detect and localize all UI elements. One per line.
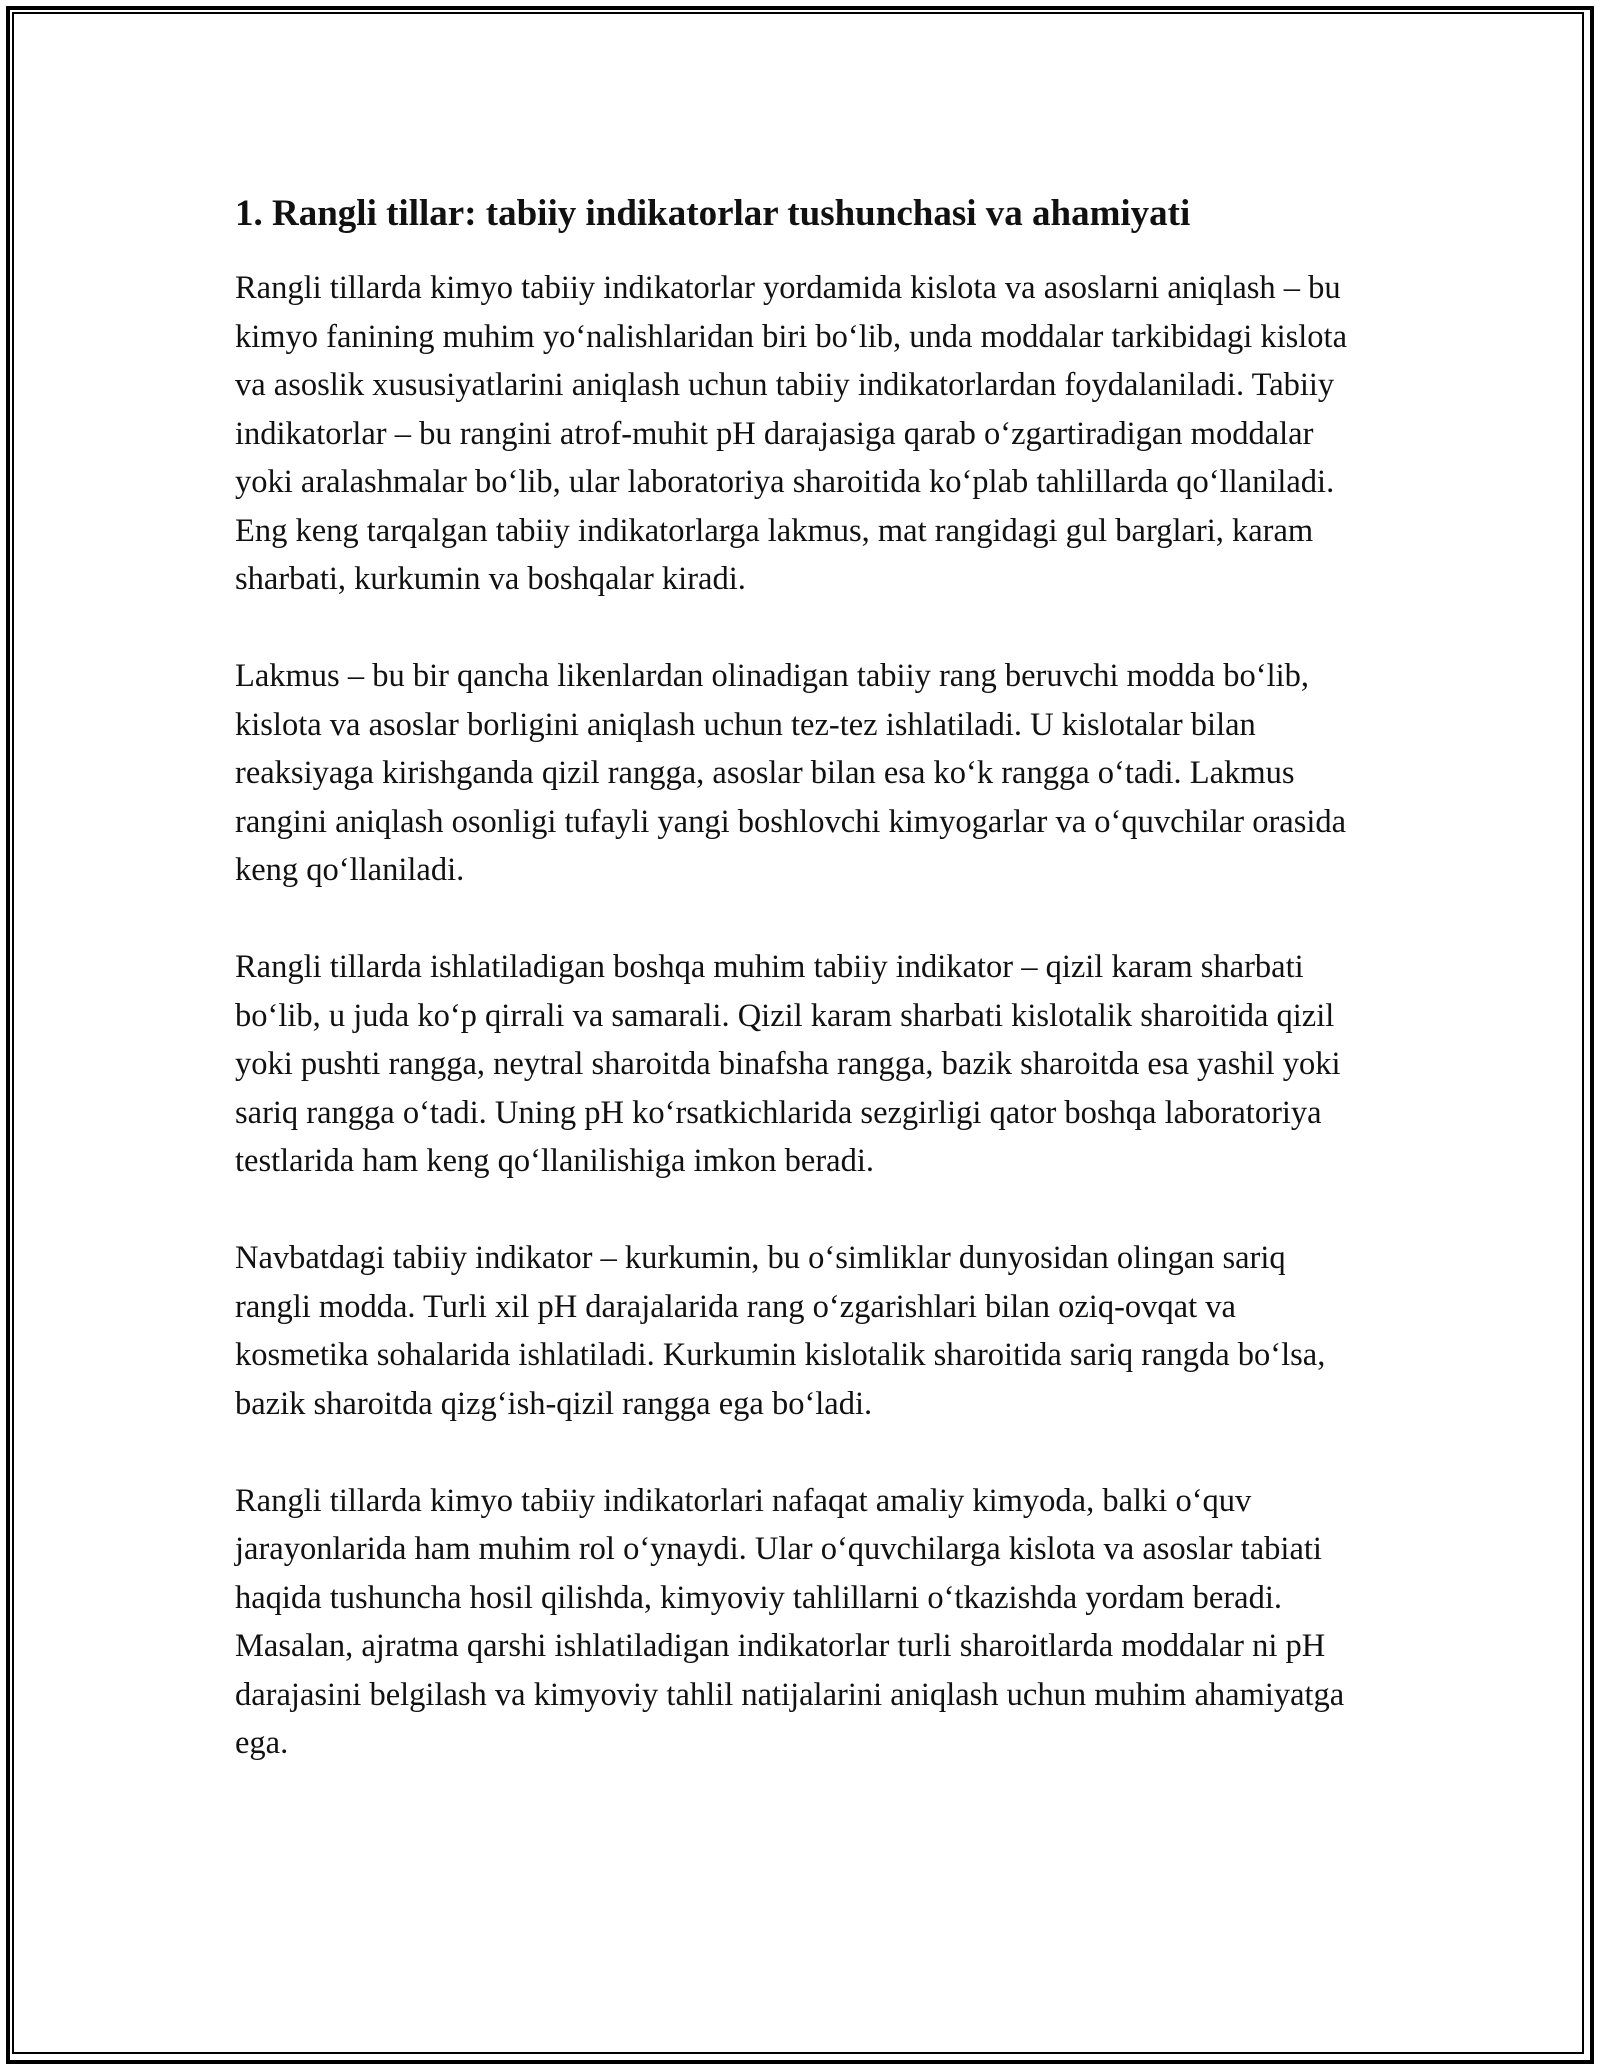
paragraph-lakmus: Lakmus – bu bir qancha likenlardan olinadigan tabiiy rang beruvchi modda bo‘lib, kislota va asoslar borligini aniqlash uchun tez-tez ishlatiladi. U kislotalar bilan reaksiyaga kirishganda qizil rangga, asoslar bilan esa ko‘k rangga o‘tadi. Lakmus rangini aniqlash osonligi tufayli yangi boshlovchi kimyogarlar va o‘quvchilar orasida keng qo‘llaniladi. [235,658,1347,888]
paragraph-kurkumin: Navbatdagi tabiiy indikator – kurkumin, bu o‘simliklar dunyosidan olingan sariq rangli modda. Turli xil pH darajalarida rang o‘zgarishlari bilan oziq-ovqat va kosmetika sohalarida ishlatiladi. Kurkumin kislotalik sharoitida sariq rangda bo‘lsa, bazik sharoitda qizg‘ish-qizil rangga ega bo‘ladi. [235,1240,1326,1422]
paragraph-red-cabbage: Rangli tillarda ishlatiladigan boshqa muhim tabiiy indikator – qizil karam sharbati bo‘lib, u juda ko‘p qirrali va samarali. Qizil karam sharbati kislotalik sharoitida qizil yoki pushti rangga, neytral sharoitda binafsha rangga, bazik sharoitda esa yashil yoki sariq rangga o‘tadi. Uning pH ko‘rsatkichlarida sezgirligi qator boshqa laboratoriya testlarida ham keng qo‘llanilishiga imkon beradi. [235,949,1341,1179]
section-title: 1. Rangli tillar: tabiiy indikatorlar tushunchasi va ahamiyati [235,193,1191,234]
paragraph-education: Rangli tillarda kimyo tabiiy indikatorlari nafaqat amaliy kimyoda, balki o‘quv jarayonlarida ham muhim rol o‘ynaydi. Ular o‘quvchilarga kislota va asoslar tabiati haqida tushuncha hosil qilishda, kimyoviy tahlillarni o‘tkazishda yordam beradi. Masalan, ajratma qarshi ishlatiladigan indikatorlar turli sharoitlarda moddalar ni pH darajasini belgilash va kimyoviy tahlil natijalarini aniqlash uchun muhim ahamiyatga ega. [235,1482,1345,1761]
document-body [235,188,1365,1816]
paragraph-intro: Rangli tillarda kimyo tabiiy indikatorlar yordamida kislota va asoslarni aniqlash – bu kimyo fanining muhim yo‘nalishlaridan biri bo‘lib, unda moddalar tarkibidagi kislota va asoslik xususiyatlarini aniqlash uchun tabiiy indikatorlardan foydalaniladi. Tabiiy indikatorlar – bu rangini atrof-muhit pH darajasiga qarab o‘zgartiradigan moddalar yoki aralashmalar bo‘lib, ular laboratoriya sharoitida ko‘plab tahlillarda qo‘llaniladi. Eng keng tarqalgan tabiiy indikatorlarga lakmus, mat rangidagi gul barglari, karam sharbati, kurkumin va boshqalar kiradi. [235,270,1348,597]
